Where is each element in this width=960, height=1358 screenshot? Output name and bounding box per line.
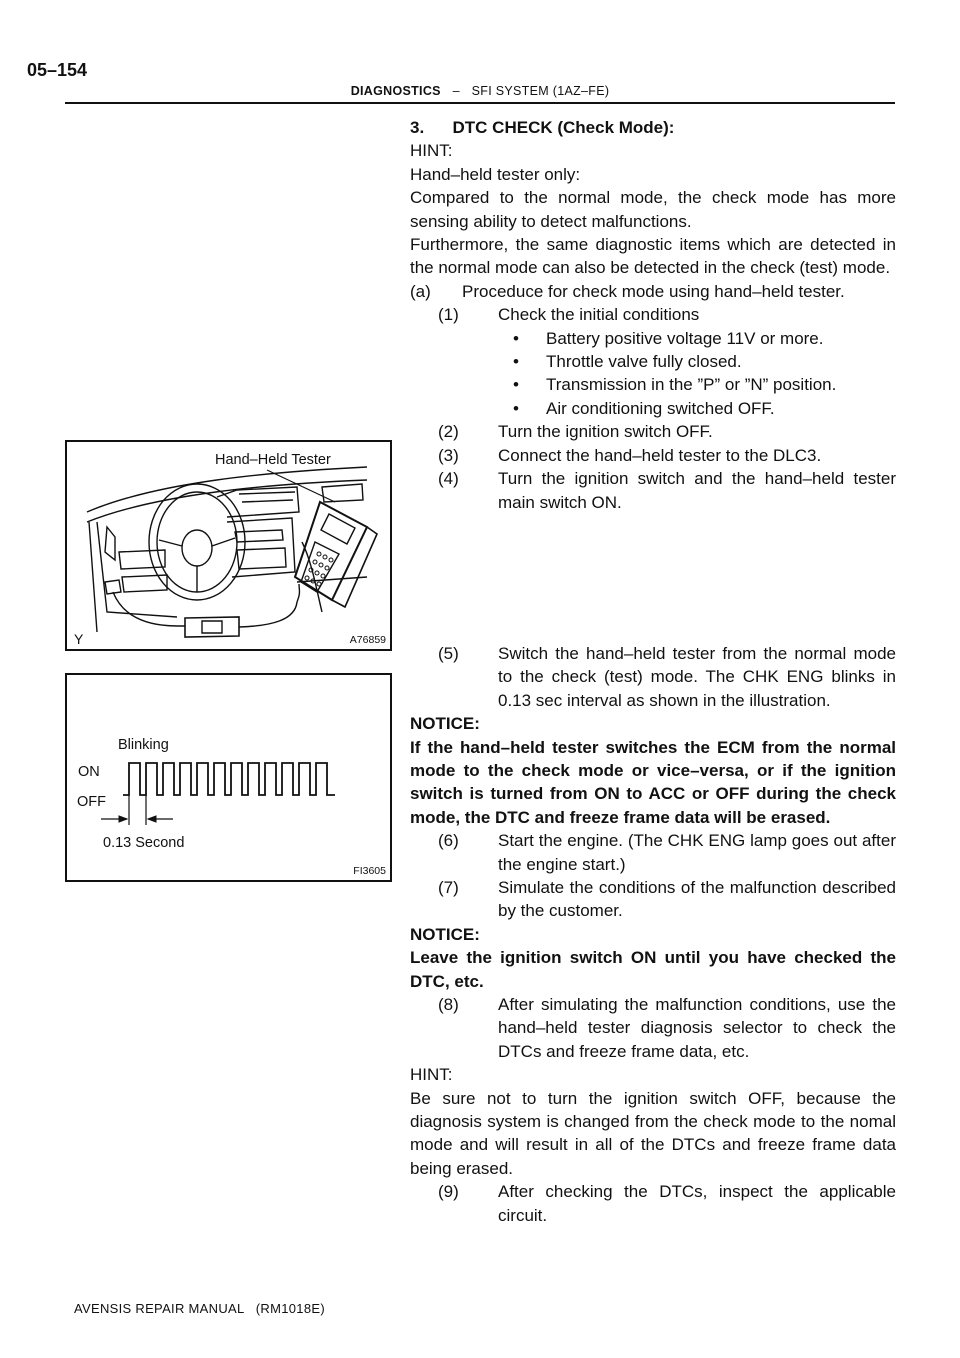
content-column <box>410 116 896 1227</box>
spacer <box>410 514 896 642</box>
on-label: ON <box>78 764 100 780</box>
bullet-item <box>410 327 896 350</box>
step-9 <box>410 1180 896 1227</box>
tester-label: Hand–Held Tester <box>215 452 331 468</box>
bullet-item <box>410 397 896 420</box>
notice-text: Leave the ignition switch ON until you have checked the DTC, etc. <box>410 948 896 991</box>
header-dash: – <box>452 84 460 98</box>
step-1-text: Check the initial conditions <box>498 305 700 325</box>
blink-figure <box>65 673 392 882</box>
bullet-icon: • <box>513 398 519 418</box>
dashboard-illustration <box>67 442 390 649</box>
step-6-number: (6) <box>438 831 459 851</box>
step-4-text: Turn the ignition switch and the hand–held tester main switch ON. <box>498 469 896 512</box>
notice-text: If the hand–held tester switches the ECM from the normal mode to the check mode or vice–versa, or if the ignition switch is turned from ON to ACC or OFF during the check mode, the DTC and freeze frame data will be erased. <box>410 737 896 827</box>
step-3-text: Connect the hand–held tester to the DLC3. <box>498 445 822 465</box>
bullet-item <box>410 350 896 373</box>
header-title <box>0 84 960 98</box>
step-8-text: After simulating the malfunction conditions, use the hand–held tester diagnosis selector to check the DTCs and freeze frame data, etc. <box>498 995 896 1061</box>
step-2-text: Turn the ignition switch OFF. <box>498 422 713 442</box>
step-1-number: (1) <box>438 305 459 325</box>
hint-label: HINT: <box>410 1065 453 1085</box>
step-3-number: (3) <box>438 445 459 465</box>
step-2 <box>410 420 896 443</box>
interval-label: 0.13 Second <box>103 835 185 851</box>
corner-mark: Y <box>74 631 84 647</box>
step-8-number: (8) <box>438 995 459 1014</box>
hint-label: HINT: <box>410 141 453 161</box>
bullet-icon: • <box>513 352 519 372</box>
step-7 <box>410 876 896 923</box>
page-number: 05–154 <box>27 60 88 80</box>
off-label: OFF <box>77 794 106 810</box>
notice-label: NOTICE: <box>410 924 480 944</box>
step-3 <box>410 444 896 467</box>
step-6-text: Start the engine. (The CHK ENG lamp goes out after the engine start.) <box>498 831 896 874</box>
step-7-number: (7) <box>438 877 459 897</box>
paragraph-check-mode: Compared to the normal mode, the check mode has more sensing ability to detect malfunctions. <box>410 188 896 231</box>
header-subsection: SFI SYSTEM (1AZ–FE) <box>471 84 610 98</box>
hint-line: Hand–held tester only: <box>410 164 581 184</box>
step-8 <box>410 993 896 1063</box>
step-6 <box>410 829 896 876</box>
step-4-number: (4) <box>438 469 459 489</box>
step-2-number: (2) <box>438 422 459 442</box>
step-a-text: Proceduce for check mode using hand–held tester. <box>462 281 845 301</box>
header-section: DIAGNOSTICS <box>350 84 441 98</box>
step-5-text: Switch the hand–held tester from the normal mode to the check (test) mode. The CHK ENG blinks in 0.13 sec interval as shown in the illustration. <box>498 643 896 710</box>
header-rule <box>65 102 895 104</box>
step-5 <box>410 642 896 712</box>
step-4 <box>410 467 896 514</box>
blinking-label: Blinking <box>118 737 169 753</box>
step-1 <box>410 303 896 326</box>
step-9-number: (9) <box>438 1182 459 1202</box>
footer-text: AVENSIS REPAIR MANUAL (RM1018E) <box>74 1301 325 1316</box>
step-a <box>410 280 896 303</box>
section-heading: 3. DTC CHECK (Check Mode): <box>410 118 675 137</box>
bullet-text: Throttle valve fully closed. <box>546 352 742 372</box>
hint-text: Be sure not to turn the ignition switch OFF, because the diagnosis system is changed from the check mode to the nomal mode and will result in all of the DTCs and freeze frame data being erased. <box>410 1088 896 1178</box>
step-a-number: (a) <box>410 281 431 301</box>
step-5-number: (5) <box>438 643 459 663</box>
notice-label: NOTICE: <box>410 714 480 734</box>
figure-code-a76859: A76859 <box>349 634 386 646</box>
paragraph-furthermore: Furthermore, the same diagnostic items which are detected in the normal mode can also be detected in the check (test) mode. <box>410 235 896 278</box>
bullet-item <box>410 373 896 396</box>
bullet-text: Air conditioning switched OFF. <box>546 398 775 418</box>
tester-figure <box>65 440 392 651</box>
bullet-icon: • <box>513 328 519 348</box>
step-7-text: Simulate the conditions of the malfunction described by the customer. <box>498 877 896 921</box>
step-9-text: After checking the DTCs, inspect the applicable circuit. <box>498 1182 896 1225</box>
bullet-icon: • <box>513 375 519 395</box>
figure-code-fi3605: FI3605 <box>353 865 386 877</box>
bullet-text: Battery positive voltage 11V or more. <box>546 328 824 348</box>
bullet-text: Transmission in the ”P” or ”N” position. <box>546 375 837 395</box>
